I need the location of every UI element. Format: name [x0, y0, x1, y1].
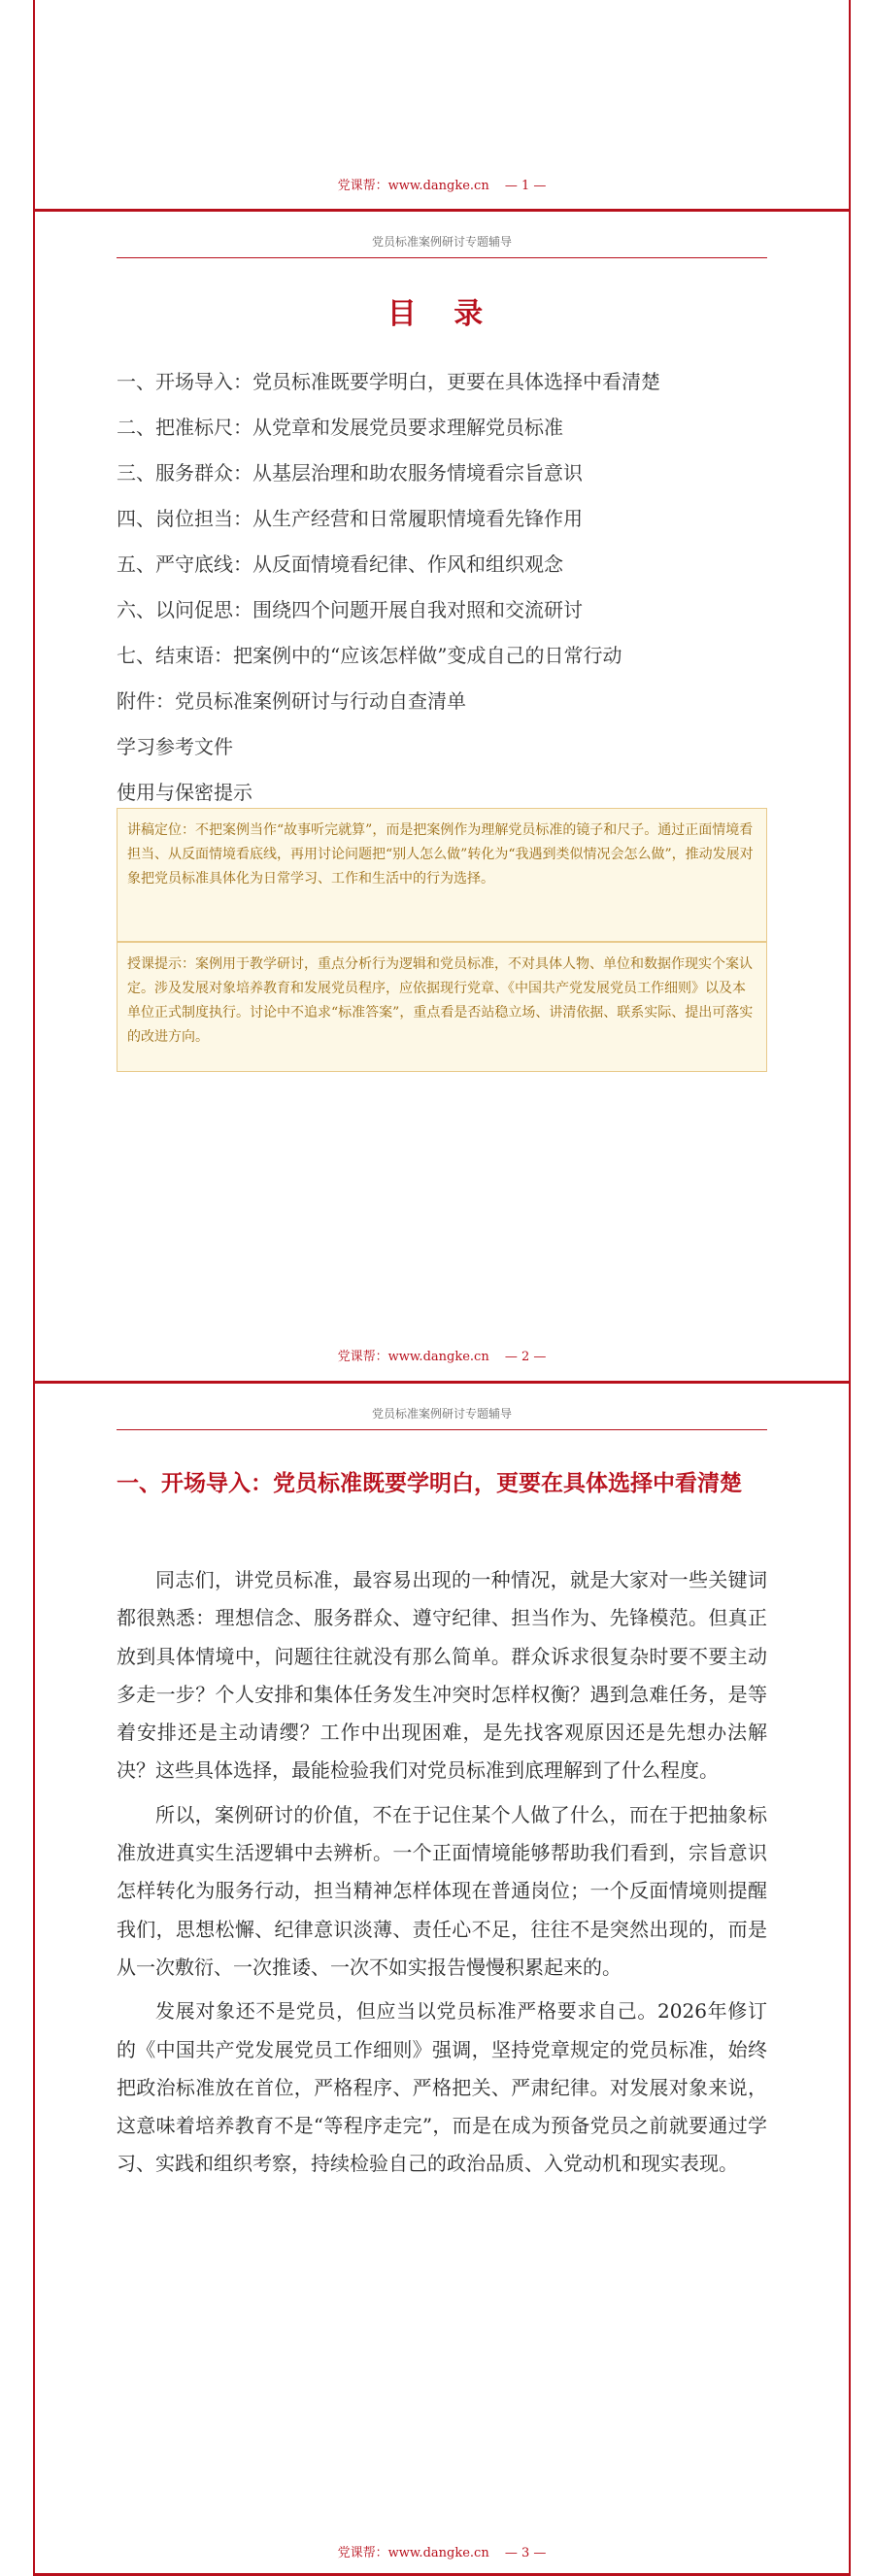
running-head: 党员标准案例研讨专题辅导: [117, 233, 767, 258]
footer-page-number: — 2 —: [504, 1350, 547, 1364]
toc-list: [117, 359, 777, 816]
toc-item: 三、服务群众：从基层治理和助农服务情境看宗旨意识: [117, 461, 583, 485]
toc-item: 五、严守底线：从反面情境看纪律、作风和组织观念: [117, 552, 563, 576]
toc-item: 学习参考文件: [117, 735, 233, 758]
toc-item: 七、结束语：把案例中的“应该怎样做”变成自己的日常行动: [117, 644, 622, 667]
page-footer: [33, 175, 851, 193]
page-footer: [33, 1346, 851, 1364]
footer-page-number: — 1 —: [504, 179, 547, 193]
toc-title: 目 录: [387, 297, 497, 331]
toc-item: 一、开场导入：党员标准既要学明白，更要在具体选择中看清楚: [117, 370, 660, 393]
body-paragraph: 同志们，讲党员标准，最容易出现的一种情况，就是大家对一些关键词都很熟悉：理想信念、服务群众、遵守纪律、担当作为、先锋模范。但真正放到具体情境中，问题往往就没有那么简单。群众诉求很复杂时要不要主动多走一步？个人安排和集体任务发生冲突时怎样权衡？遇到急难任务，是等着安排还是主动请缨？工作中出现困难，是先找客观原因还是先想办法解决？这些具体选择，最能检验我们对党员标准到底理解到了什么程度。: [117, 1568, 767, 1783]
section-title: 一、开场导入：党员标准既要学明白，更要在具体选择中看清楚: [117, 1470, 742, 1496]
toc-item: 六、以问促思：围绕四个问题开展自我对照和交流研讨: [117, 598, 583, 621]
page-footer: [33, 2542, 851, 2560]
body-paragraph: 所以，案例研讨的价值，不在于记住某个人做了什么，而在于把抽象标准放进真实生活逻辑中去辨析。一个正面情境能够帮助我们看到，宗旨意识怎样转化为服务行动，担当精神怎样体现在普通岗位；一个反面情境则提醒我们，思想松懈、纪律意识淡薄、责任心不足，往往不是突然出现的，而是从一次敷衍、一次推诿、一次不如实报告慢慢积累起来的。: [117, 1802, 767, 1979]
section-body: [117, 1561, 767, 2190]
teaching-note: 授课提示：案例用于教学研讨，重点分析行为逻辑和党员标准，不对具体人物、单位和数据作现实个案认定。涉及发展对象培养教育和发展党员程序，应依据现行党章、《中国共产党发展党员工作细则》以及本单位正式制度执行。讨论中不追求“标准答案”，重点看是否站稳立场、讲清依据、联系实际、提出可落实的改进方向。: [117, 942, 767, 1072]
toc-item: 使用与保密提示: [117, 781, 252, 804]
body-paragraph: 发展对象还不是党员，但应当以党员标准严格要求自己。2026年修订的《中国共产党发展党员工作细则》强调，坚持党章规定的党员标准，始终把政治标准放在首位，严格程序、严格把关、严肃纪律。对发展对象来说，这意味着培养教育不是“等程序走完”，而是在成为预备党员之前就要通过学习、实践和组织考察，持续检验自己的政治品质、入党动机和现实表现。: [117, 1999, 767, 2176]
toc-item: 四、岗位担当：从生产经营和日常履职情境看先锋作用: [117, 507, 583, 530]
footer-site: 党课帮：www.dangke.cn: [337, 2546, 489, 2560]
running-head: 党员标准案例研讨专题辅导: [117, 1405, 767, 1430]
footer-page-number: — 3 —: [504, 2546, 547, 2560]
toc-item: 附件：党员标准案例研讨与行动自查清单: [117, 689, 466, 713]
positioning-note: 讲稿定位：不把案例当作“故事听完就算”，而是把案例作为理解党员标准的镜子和尺子。通过正面情境看担当、从反面情境看底线，再用讨论问题把“别人怎么做”转化为“我遇到类似情况会怎么做”，推动发展对象把党员标准具体化为日常学习、工作和生活中的行为选择。: [117, 808, 767, 942]
footer-site: 党课帮：www.dangke.cn: [337, 179, 489, 193]
toc-item: 二、把准标尺：从党章和发展党员要求理解党员标准: [117, 416, 563, 439]
footer-site: 党课帮：www.dangke.cn: [337, 1350, 489, 1364]
